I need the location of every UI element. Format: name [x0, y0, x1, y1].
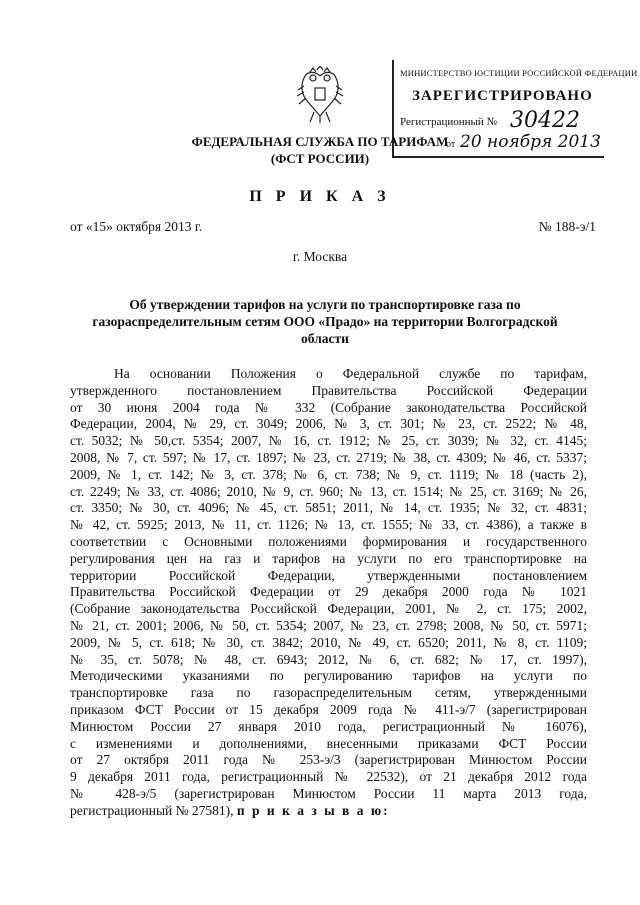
body-line: 9 декабря 2011 года, регистрационный № 22532), от 21 декабря 2012 года: [70, 769, 587, 785]
body-line: № 35, ст. 5078; № 48, ст. 6943; 2012, № 6, ст. 682; № 17, ст. 1997),: [70, 651, 587, 667]
stamp-registration-number: 30422: [510, 108, 580, 133]
order-keyword: п р и к а з ы в а ю:: [236, 802, 390, 818]
body-line: с изменениями и дополнениями, внесенными приказами ФСТ России: [70, 735, 587, 751]
body-line: от 27 октября 2011 года № 253-э/3 (зарегистрирован Минюстом России: [70, 752, 587, 768]
body-line: (Собрание законодательства Российской Федерации, 2001, № 2, ст. 175; 2002,: [70, 601, 587, 617]
body-line: Правительства Российской Федерации от 29 декабря 2000 года № 1021: [70, 584, 587, 600]
body-lines: [70, 366, 587, 803]
body-line: регулирования цен на газ и тарифов на услуги по его транспортировке на: [70, 550, 587, 566]
body-paragraph: [70, 366, 587, 820]
body-line: Методическими указаниями по регулированию тарифов на услуги по: [70, 668, 587, 684]
body-line: № 428-э/5 (зарегистрирован Минюстом России 11 марта 2013 года,: [70, 785, 587, 801]
body-line: ст. 5032; № 50,ст. 5354; 2007, № 16, ст. 1912; № 25, ст. 3039; № 32, ст. 4145;: [70, 433, 587, 449]
body-line: ст. 2249; № 33, ст. 4086; 2010, № 9, ст. 960; № 13, ст. 1514; № 25, ст. 3169; № 26,: [70, 483, 587, 499]
body-last-line: [70, 803, 587, 820]
agency-abbreviation: (ФСТ РОССИИ): [270, 151, 370, 166]
body-line: На основании Положения о Федеральной службе по тарифам,: [114, 366, 587, 381]
body-last-line-text: регистрационный № 27581),: [70, 802, 234, 818]
order-number: № 188-э/1: [538, 219, 596, 234]
body-line: соответствии с Основными положениями формирования и государственного: [70, 533, 587, 549]
stamp-handwritten-date: 20 ноября 2013: [460, 132, 601, 152]
body-line: транспортировке газа по газораспределительным сетям, утвержденными: [70, 685, 587, 701]
body-line: приказом ФСТ России от 15 декабря 2009 года № 411-э/7 (зарегистрирован: [70, 701, 587, 717]
body-line: Минюстом России 27 января 2010 года, регистрационный № 16076),: [70, 718, 587, 734]
body-line: 2009, № 5, ст. 618; № 30, ст. 3842; 2010, № 49, ст. 6520; 2011, № 8, ст. 1109;: [70, 634, 587, 650]
stamp-ministry-label: МИНИСТЕРСТВО ЮСТИЦИИ РОССИЙСКОЙ ФЕДЕРАЦИИ: [400, 68, 638, 78]
order-subject: Об утверждении тарифов на услуги по транспортировке газа по газораспределительным сетям ООО «Прадо» на территории Волгоградской области: [92, 297, 558, 346]
body-line: № 42, ст. 5925; 2013, № 11, ст. 1126; № 13, ст. 1555; № 33, ст. 4386), а также в: [70, 517, 587, 533]
body-line: № 21, ст. 2001; 2006, № 50, ст. 5354; 2007, № 23, ст. 2798; 2008, № 50, ст. 5971;: [70, 617, 587, 633]
document-type-title: П Р И К А З: [249, 188, 391, 205]
city-label: г. Москва: [292, 249, 348, 264]
stamp-registration-label: Регистрационный №: [400, 116, 498, 128]
stamp-registered-label: ЗАРЕГИСТРИРОВАНО: [412, 88, 593, 104]
body-line: 2008, № 7, ст. 597; № 17, ст. 1897; № 23, ст. 2719; № 38, ст. 4309; № 46, ст. 5337;: [70, 449, 587, 465]
body-line: территории Российской Федерации, утвержденными постановлением: [70, 567, 587, 583]
body-line: утвержденного постановлением Правительства Российской Федерации: [70, 382, 587, 398]
body-line: 2009, № 1, ст. 142; № 3, ст. 378; № 6, ст. 738; № 9, ст. 1119; № 18 (часть 2),: [70, 466, 587, 482]
agency-name: ФЕДЕРАЛЬНАЯ СЛУЖБА ПО ТАРИФАМ: [191, 134, 449, 149]
body-line: от 30 июня 2004 года № 332 (Собрание законодательства Российской: [70, 399, 587, 415]
body-line: ст. 3350; № 30, ст. 4096; № 45, ст. 5851; 2011, № 14, ст. 1935; № 32, ст. 4831;: [70, 500, 587, 516]
coat-of-arms-emblem: [296, 66, 344, 124]
stamp-date-prefix: от: [446, 139, 456, 150]
order-date: от «15» октября 2013 г.: [70, 219, 203, 234]
body-line: Федерации, 2004, № 29, ст. 3049; 2006, № 3, ст. 301; № 23, ст. 2522; № 48,: [70, 416, 587, 432]
